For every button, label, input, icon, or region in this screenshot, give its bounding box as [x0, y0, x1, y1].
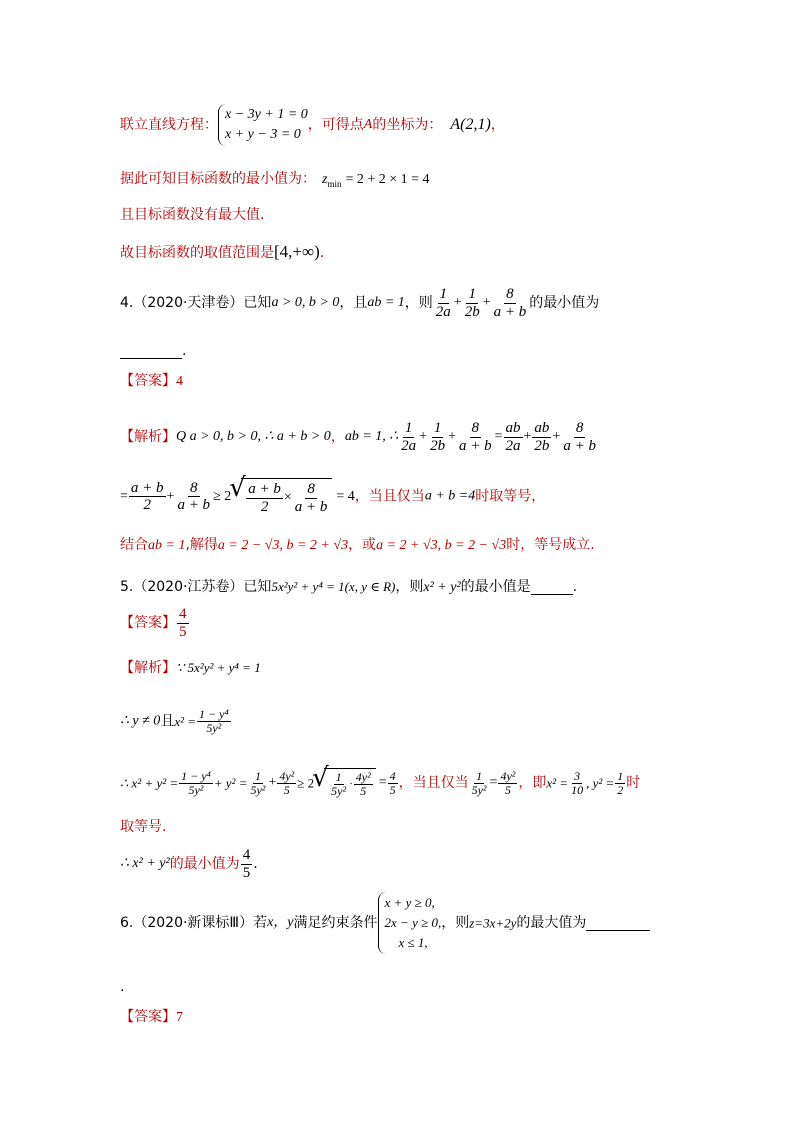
- no-max-line: 且目标函数没有最大值.: [120, 207, 265, 223]
- q5-analysis-label: 【解析】: [120, 660, 176, 676]
- q5-stem: [120, 580, 577, 595]
- q5-step2-c: x² =: [174, 714, 197, 730]
- q5-when-rhs: $\frac{\text{4y²}}{5}$: [500, 768, 516, 797]
- q4-frac-3: $\frac{8}{a + b}$: [493, 286, 527, 320]
- q4-answer-value: 4: [176, 374, 183, 389]
- q4-eq-suffix: 时取等号，: [475, 488, 546, 505]
- q5-answer-value: $\frac{4}{5}$: [179, 606, 187, 640]
- q6-satisfy: 满足约束条件: [293, 915, 378, 931]
- q4-or: ，或: [348, 537, 377, 553]
- q4-a1-frac2: $\frac{1}{2b}$: [430, 420, 446, 454]
- q4-stem-suffix: 的最小值为: [529, 295, 600, 311]
- point-coords: A(2,1): [450, 116, 491, 133]
- q6-answer-blank: [586, 916, 650, 931]
- q4-a2-frac1: $\frac{a + b}{2}$: [130, 479, 164, 513]
- q5-k3: $\frac{\text{4y²}}{5}$: [279, 768, 295, 797]
- q6-constraints: [378, 892, 442, 954]
- q4-cond: a > 0, b > 0: [271, 295, 340, 310]
- q4-analysis-label: 【解析】: [120, 429, 176, 445]
- q5-when: ，当且仅当: [398, 775, 469, 792]
- q6-z: z=3x+2y: [469, 915, 517, 931]
- q5-analysis-step1: [120, 661, 261, 675]
- q4-blank-line: [120, 344, 186, 359]
- q5-stem-suffix: 的最小值是: [460, 579, 531, 595]
- point-label: A: [363, 117, 373, 132]
- q4-a1-frac4: $\frac{ab}{2a}$: [505, 420, 521, 454]
- q5-k1: $\frac{\text{1 − y⁴}}{\text{5y²}}$: [181, 768, 211, 797]
- zmin-prefix: 据此可知目标函数的最小值为：: [120, 171, 316, 187]
- q5-conclude-a: ∴ x² + y²: [120, 856, 170, 871]
- q4-combine-prefix: 结合: [120, 537, 148, 553]
- q5-take-eq: 取等号.: [120, 819, 167, 835]
- q5-x2-val: $\frac{3}{10}$: [571, 768, 584, 797]
- q5-conclude-b: 的最小值为: [169, 856, 240, 872]
- q4-stem: 4.（2020·天津卷）已知a > 0, b > 0，且ab = 1，则 $\frac{1}{2a}$ + $\frac{1}{2b}$ + $\frac{8}{a + b}$ 的最小值为: [120, 286, 600, 320]
- q4-frac-2: $\frac{1}{2b}$: [464, 286, 480, 320]
- q4-sol1: a = 2 − √3, b = 2 + √3: [217, 538, 349, 553]
- q6-suffix: 的最大值为: [516, 915, 587, 931]
- q6-c1: x + y ≥ 0,: [384, 895, 435, 910]
- q6-stem: [120, 892, 650, 954]
- q5-conclude-value: $\frac{4}{5}$: [242, 847, 251, 881]
- q4-holds: 时，等号成立.: [506, 537, 595, 553]
- q6-answer: [120, 1010, 183, 1025]
- q5-k2: $\frac{1}{\text{5y²}}$: [250, 768, 266, 797]
- line-system-prefix: 联立直线方程：: [120, 117, 218, 133]
- q6-answer-value: 7: [176, 1010, 183, 1025]
- q5-when-lhs: $\frac{1}{\text{5y²}}$: [471, 768, 487, 797]
- q4-and: ，且: [339, 295, 368, 311]
- q6-stem-prefix: 6.（2020·新课标Ⅲ）若: [120, 915, 268, 931]
- q4-sqrt: √ $\frac{a + b}{2}$ × $\frac{8}{a + b}$: [241, 478, 332, 515]
- q4-answer-blank: [120, 344, 182, 359]
- q4-a1-frac1: $\frac{1}{2a}$: [401, 420, 417, 454]
- q4-ab1: ab = 1: [367, 295, 405, 310]
- q4-a1-frac3: $\frac{8}{a + b}$: [458, 420, 492, 454]
- q5-step3-a: ∴ x² + y² =: [120, 775, 179, 791]
- line-system-sentence: [120, 104, 505, 146]
- q6-then: ，则: [441, 915, 470, 931]
- q4-stem-prefix: 4.（2020·天津卷）已知: [120, 295, 272, 311]
- q4-answer-label: 【答案】: [120, 373, 176, 389]
- q5-step1: ∵ 5x²y² + y⁴ = 1: [176, 660, 261, 675]
- range-value: [4,+∞): [274, 242, 320, 261]
- q4-ineq-result: = 4: [336, 488, 355, 504]
- q5-step2-b: 且: [160, 713, 175, 730]
- range-line: [120, 243, 324, 260]
- q6-c2: 2x − y ≥ 0,: [384, 915, 442, 930]
- zmin-sub: min: [327, 178, 342, 189]
- q5-answer-label: 【答案】: [120, 615, 176, 631]
- q4-a2-frac2: $\frac{8}{a + b}$: [177, 479, 211, 513]
- q5-step2-a: ∴ y ≠ 0: [120, 713, 161, 729]
- q5-then: ，则: [395, 579, 424, 595]
- q4-a1c: ab = 1, ∴: [344, 429, 399, 444]
- q5-sqrt: √ $\frac{1}{\text{5y²}}$ · $\frac{\text{4y²}}{5}$: [324, 768, 376, 798]
- q5-answer-blank: [531, 580, 573, 595]
- q4-solve: ,解得: [185, 537, 218, 553]
- q5-period: .: [572, 579, 578, 595]
- q5-step2-frac: $\frac{\text{1 − y⁴}}{\text{5y²}}$: [199, 707, 229, 736]
- q5-stem-eq: 5x²y² + y⁴ = 1(x, y ∈ R): [271, 579, 396, 594]
- q4-sol2: a = 2 + √3, b = 2 − √3: [376, 538, 507, 553]
- coord-text: 的坐标为：: [372, 117, 443, 133]
- q4-answer: [120, 374, 183, 389]
- q4-analysis-line3: [120, 538, 595, 553]
- equation-system: [218, 104, 308, 146]
- q4-a1-frac5: $\frac{ab}{2b}$: [534, 420, 550, 454]
- range-suffix: .: [319, 245, 325, 261]
- q4-a1: Q a > 0, b > 0, ∴ a + b > 0: [176, 429, 331, 444]
- q4-eq-cond: ，当且仅当: [354, 488, 425, 505]
- q4-combine-expr: ab = 1: [148, 538, 186, 553]
- zmin-line: [120, 172, 430, 189]
- q5-answer: [120, 606, 190, 640]
- q5-analysis-step2: [120, 708, 232, 735]
- zmin-symbol: z: [322, 172, 328, 187]
- q5-shi: 时: [626, 775, 641, 792]
- q4-then: ，则: [404, 295, 433, 311]
- q5-stem-prefix: 5.（2020·江苏卷）已知: [120, 579, 272, 595]
- q5-analysis-step3: ∴ x² + y² = $\frac{\text{1 − y⁴}}{\text{5y²}}$ + y² = $\frac{1}{\text{5y²}}$ + $\frac{\text{4y²}}{5}$ ≥ 2 √ $\frac{1}{\text{5y²}}$ · $\frac{\text{4y²}}{5}$ = $\frac{4}{5}$ ，当且仅当 $\frac{1}{\text{5y²}}$ = $\frac{\text{4y²}}{5}$ ，即x² = $\frac{3}{10}$ , y² = $\frac{1}{2}$ 时: [120, 768, 640, 798]
- range-prefix: 故目标函数的取值范围是: [120, 245, 274, 261]
- q4-period: .: [182, 343, 187, 359]
- q4-analysis-line2: = $\frac{a + b}{2}$ + $\frac{8}{a + b}$ ≥ 2 √ $\frac{a + b}{2}$ × $\frac{8}{a + b}$ = 4，当且仅当a + b =4时取等号，: [120, 478, 545, 515]
- q4-a1-frac6: $\frac{8}{a + b}$: [563, 420, 596, 454]
- q5-eq-val: $\frac{4}{5}$: [389, 768, 396, 797]
- line-system-suffix: ，可得点: [307, 117, 364, 133]
- q6-c3: x ≤ 1,: [398, 935, 428, 950]
- q4-eq-expr: a + b =4: [424, 488, 476, 504]
- zmin-rhs: = 2 + 2 × 1 = 4: [345, 172, 430, 187]
- q5-then-x: ，即: [518, 775, 547, 792]
- q6-dot: .: [120, 979, 125, 995]
- equation-2: x + y − 3 = 0: [225, 127, 301, 142]
- comma: ，: [490, 117, 505, 133]
- q4-frac-1: $\frac{1}{2a}$: [435, 286, 451, 320]
- q5-target: x² + y²: [423, 580, 461, 595]
- q5-conclusion: ∴ x² + y²的最小值为 $\frac{4}{5}$ .: [120, 847, 258, 881]
- q6-vars: x，y: [267, 915, 294, 930]
- q4-analysis-line1: 【解析】Q a > 0, b > 0, ∴ a + b > 0，ab = 1, ∴ $\frac{1}{2a}$ + $\frac{1}{2b}$ + $\frac{8}{a + b}$ = $\frac{ab}{2a}$ + $\frac{ab}{2b}$ + $\frac{8}{a + b}$: [120, 420, 596, 454]
- equation-1: x − 3y + 1 = 0: [225, 107, 308, 122]
- q6-answer-label: 【答案】: [120, 1009, 176, 1025]
- q5-y2-val: $\frac{1}{2}$: [617, 768, 624, 797]
